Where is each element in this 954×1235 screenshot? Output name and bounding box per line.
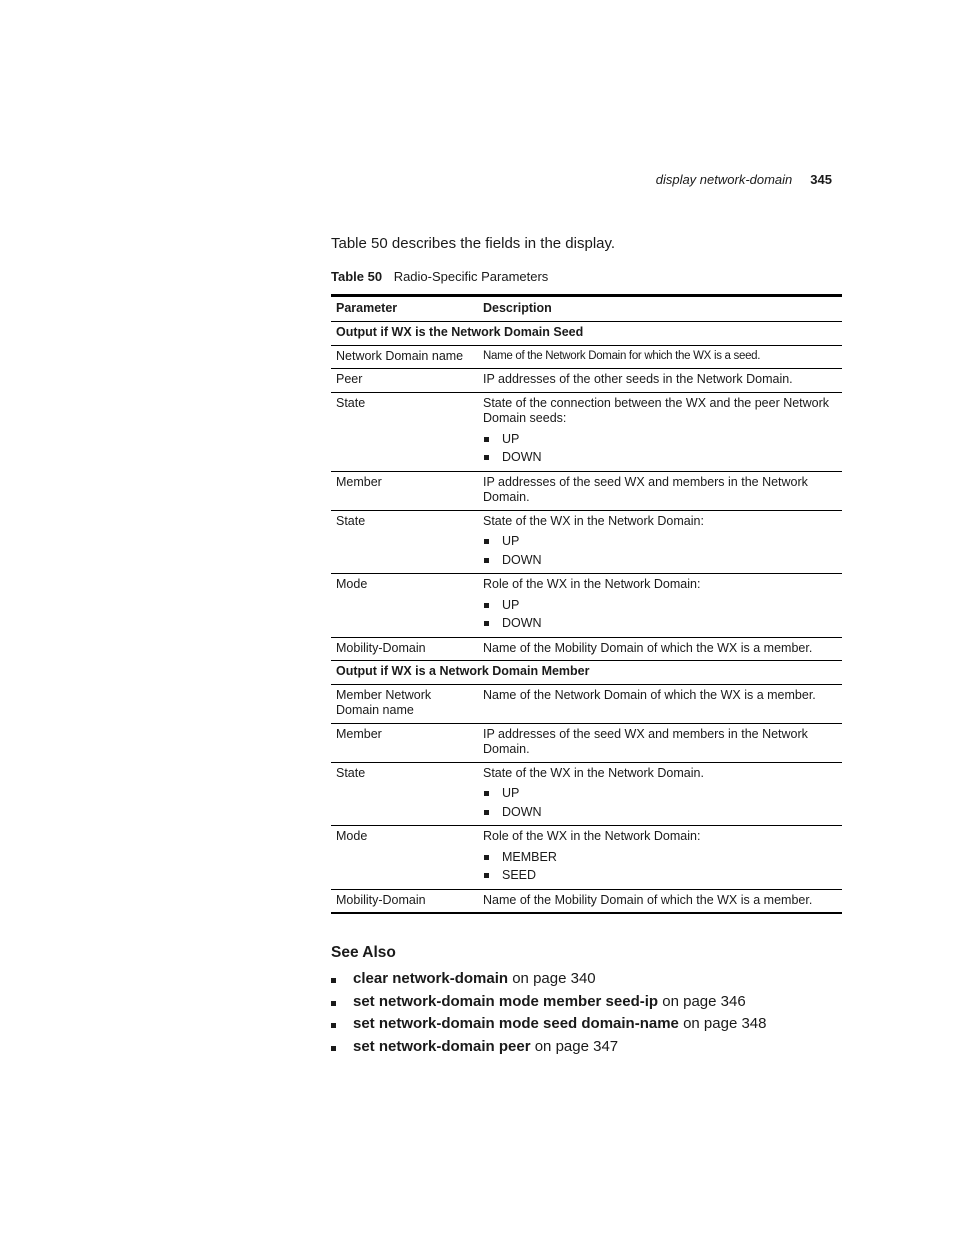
table-caption (331, 269, 548, 284)
parameter-cell: State (331, 762, 478, 826)
parameter-cell: State (331, 510, 478, 574)
see-also-item (331, 1036, 767, 1059)
value-list (483, 848, 838, 885)
table-section-title: Output if WX is a Network Domain Member (331, 661, 842, 685)
value-list (483, 532, 838, 569)
see-also-link[interactable] (353, 1038, 618, 1055)
page-reference: on page 347 (534, 1038, 619, 1056)
value-list-item: DOWN (483, 803, 838, 822)
command-name: set network-domain mode seed domain-name (353, 1015, 679, 1033)
table-row (331, 684, 842, 723)
parameters-table (331, 294, 842, 914)
column-header-description: Description (478, 296, 842, 322)
see-also-item (331, 991, 767, 1014)
column-header-parameter: Parameter (331, 296, 478, 322)
description-cell (478, 392, 842, 471)
table-row (331, 345, 842, 369)
value-list (483, 784, 838, 821)
description-cell (478, 762, 842, 826)
description-cell (478, 723, 842, 762)
table-caption-number: Table 50 (331, 269, 383, 284)
parameter-cell: Member (331, 723, 478, 762)
see-also-heading: See Also (331, 944, 396, 961)
table-row (331, 510, 842, 574)
see-also-link[interactable] (353, 1015, 767, 1032)
running-header (656, 172, 832, 187)
description-text: IP addresses of the seed WX and members in the Network Domain. (483, 474, 808, 504)
table-row (331, 392, 842, 471)
page-reference: on page 340 (512, 970, 596, 987)
description-text: Name of the Mobility Domain of which the WX is a member. (483, 640, 813, 655)
table-row (331, 826, 842, 890)
value-list-item: UP (483, 596, 838, 615)
section-title: display network-domain (655, 172, 793, 187)
value-list-item: SEED (483, 866, 838, 885)
description-text: IP addresses of the seed WX and members in the Network Domain. (483, 726, 808, 756)
description-text: State of the connection between the WX and the peer Network Domain seeds: (483, 395, 830, 425)
parameter-cell: Peer (331, 369, 478, 393)
description-text: State of the WX in the Network Domain. (483, 765, 704, 780)
table-row (331, 471, 842, 510)
see-also-item (331, 968, 767, 991)
description-text: Name of the Mobility Domain of which the WX is a member. (483, 892, 813, 907)
see-also-item (331, 1013, 767, 1036)
description-cell (478, 369, 842, 393)
parameter-cell: Mode (331, 574, 478, 638)
value-list (483, 430, 838, 467)
description-cell (478, 471, 842, 510)
see-also-link[interactable] (353, 970, 596, 987)
description-cell (478, 637, 842, 661)
table-body (331, 322, 842, 914)
table-section-row (331, 661, 842, 685)
description-text: Role of the WX in the Network Domain: (483, 577, 701, 591)
table-caption-title: Radio-Specific Parameters (393, 269, 549, 284)
command-name: set network-domain peer (353, 1038, 531, 1056)
command-name: set network-domain mode member seed-ip (353, 992, 659, 1010)
value-list-item: DOWN (483, 551, 838, 570)
description-cell (478, 684, 842, 723)
table-section-title: Output if WX is the Network Domain Seed (331, 322, 842, 346)
value-list (483, 596, 838, 633)
parameter-cell: Member Network Domain name (331, 684, 478, 723)
table-header-row (331, 296, 842, 322)
table-row (331, 889, 842, 913)
parameter-cell: Mode (331, 826, 478, 890)
description-text: Name of the Network Domain of which the WX is a member. (483, 687, 816, 702)
value-list-item: DOWN (483, 614, 838, 633)
description-text: State of the WX in the Network Domain: (483, 513, 704, 528)
parameter-cell: State (331, 392, 478, 471)
parameter-cell: Mobility-Domain (331, 637, 478, 661)
description-cell (478, 510, 842, 574)
table-row (331, 762, 842, 826)
value-list-item: UP (483, 532, 838, 551)
table-section-row (331, 322, 842, 346)
page-number: 345 (810, 172, 832, 187)
table-row (331, 369, 842, 393)
parameter-cell: Network Domain name (331, 345, 478, 369)
description-text: Name of the Network Domain for which the WX is a seed. (483, 349, 761, 362)
page-reference: on page 348 (683, 1015, 767, 1033)
value-list-item: UP (483, 430, 838, 449)
see-also-link[interactable] (353, 993, 746, 1010)
command-name: clear network-domain (353, 970, 509, 987)
see-also-list (331, 968, 767, 1059)
description-cell (478, 889, 842, 913)
page-reference: on page 346 (662, 992, 746, 1010)
description-cell (478, 574, 842, 638)
see-also-section (331, 944, 767, 1059)
table-row (331, 723, 842, 762)
description-text: Role of the WX in the Network Domain: (483, 829, 701, 843)
value-list-item: UP (483, 784, 838, 803)
intro-paragraph: Table 50 describes the fields in the display. (331, 235, 616, 252)
description-cell (478, 345, 842, 369)
description-text: IP addresses of the other seeds in the Network Domain. (483, 372, 793, 386)
table-row (331, 637, 842, 661)
value-list-item: DOWN (483, 448, 838, 467)
parameter-cell: Mobility-Domain (331, 889, 478, 913)
value-list-item: MEMBER (483, 848, 838, 867)
description-cell (478, 826, 842, 890)
table-row (331, 574, 842, 638)
parameter-cell: Member (331, 471, 478, 510)
